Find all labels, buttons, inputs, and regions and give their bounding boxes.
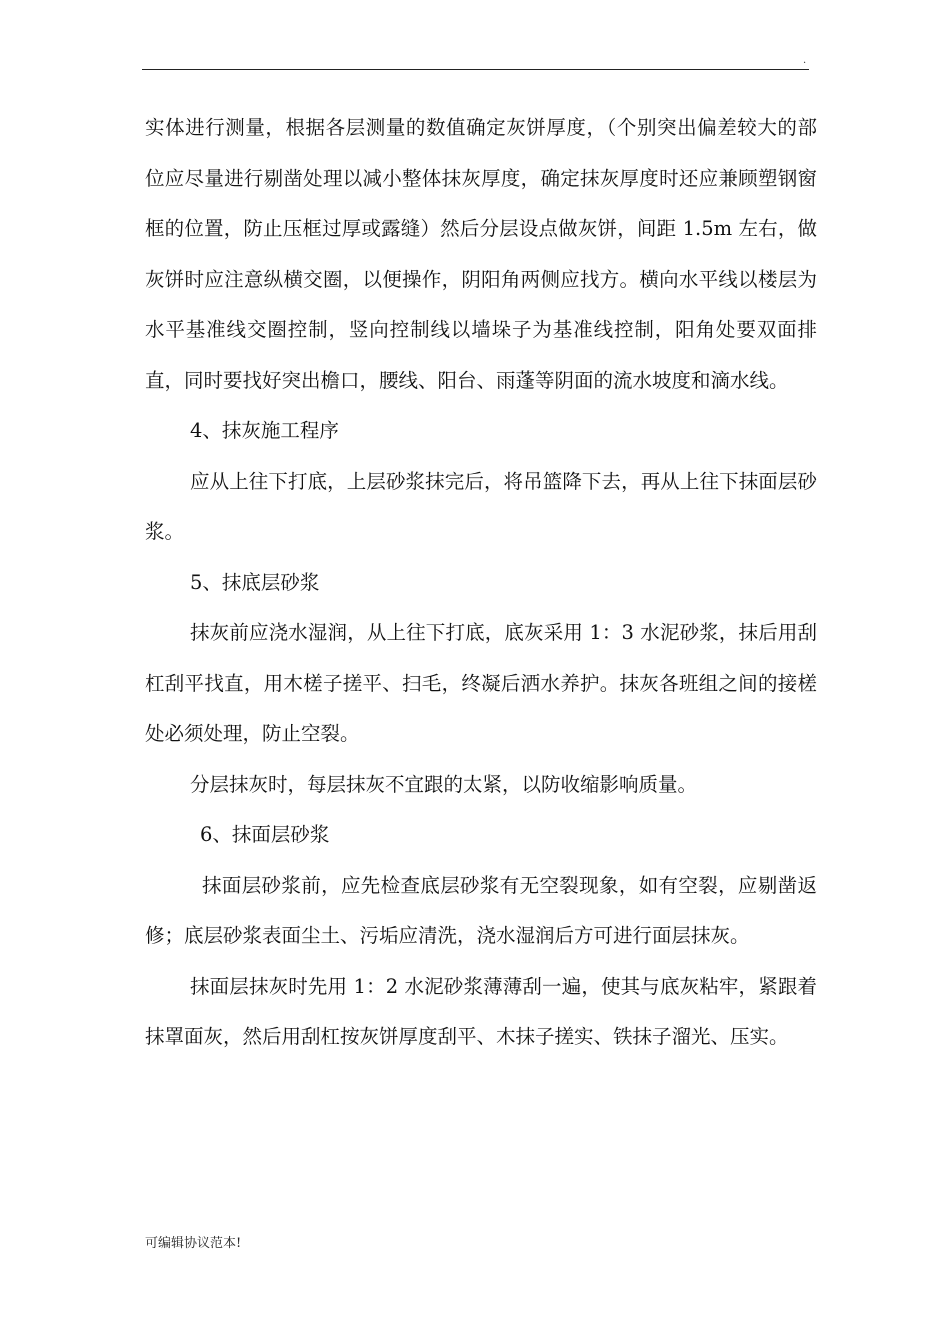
paragraph-finish-coat-check: 抹面层砂浆前，应先检查底层砂浆有无空裂现象，如有空裂，应剔凿返修；底层砂浆表面尘土、污垢应清洗，浇水湿润后方可进行面层抹灰。 <box>145 873 817 947</box>
heading-plastering-procedure: 4、抹灰施工程序 <box>190 419 339 442</box>
heading-base-coat: 5、抹底层砂浆 <box>190 570 320 594</box>
heading-finish-coat: 6、抹面层砂浆 <box>200 823 330 846</box>
document-body <box>145 103 817 1063</box>
paragraph-base-coat: 抹灰前应浇水湿润，从上往下打底，底灰采用 1：3 水泥砂浆，抹后用刮杠刮平找直，用木槎子搓平、扫毛，终凝后洒水养护。抹灰各班组之间的接槎处必须处理，防止空裂。 <box>145 621 817 745</box>
header-rule <box>142 69 809 70</box>
paragraph-plastering-procedure: 应从上往下打底，上层砂浆抹完后，将吊篮降下去，再从上往下抹面层砂浆。 <box>145 469 817 543</box>
paragraph-measurement: 实体进行测量，根据各层测量的数值确定灰饼厚度，（个别突出偏差较大的部位应尽量进行剔凿处理以减小整体抹灰厚度，确定抹灰厚度时还应兼顾塑钢窗框的位置，防止压框过厚或露缝）然后分层设点做灰饼，间距 1.5m 左右，做灰饼时应注意纵横交圈，以便操作，阴阳角两侧应找方。横向水平线以楼层为水平基准线交圈控制，竖向控制线以墙垛子为基准线控制，阳角处要双面排直，同时要找好突出檐口，腰线、阳台、雨蓬等阴面的流水坡度和滴水线。 <box>145 116 817 392</box>
paragraph-layered-plastering: 分层抹灰时，每层抹灰不宜跟的太紧，以防收缩影响质量。 <box>190 772 698 796</box>
header-mark: . <box>803 55 807 66</box>
paragraph-finish-coat-method: 抹面层抹灰时先用 1：2 水泥砂浆薄薄刮一遍，使其与底灰粘牢，紧跟着抹罩面灰，然后用刮杠按灰饼厚度刮平、木抹子搓实、铁抹子溜光、压实。 <box>145 974 817 1048</box>
footer-note: 可编辑协议范本! <box>145 1236 242 1251</box>
